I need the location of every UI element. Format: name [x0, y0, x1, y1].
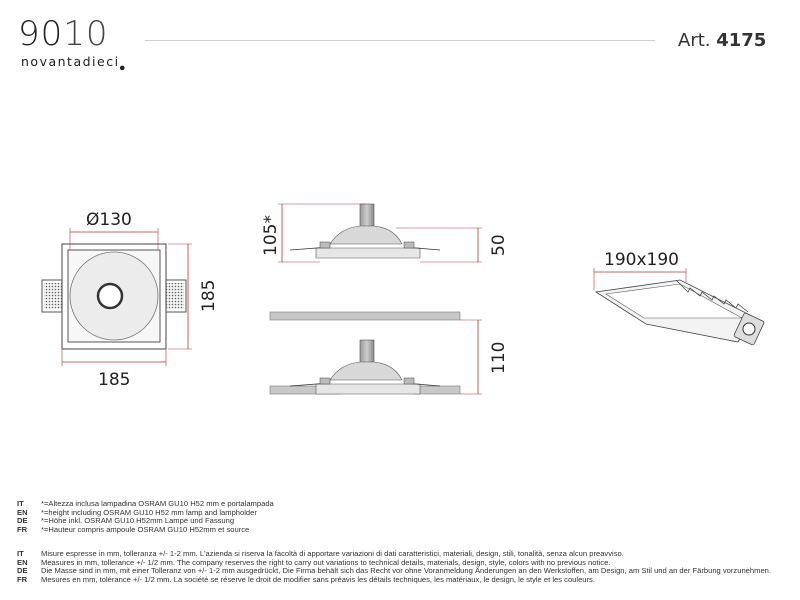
brand-logo-number: 9010	[18, 14, 109, 54]
ceiling-upper	[270, 312, 460, 320]
cutout-view	[594, 250, 764, 345]
note-row: DE Die Masse sind in mm, mit einer Tolleranz von +/- 1-2 mm ausgedrückt, Die Firma behält sich das Recht vor ohne Voranmeldung Änderungen an den Werkstoffen, am Design, am Stil und an der Färbung vorzunehmen.	[17, 566, 771, 575]
disclaimer-notes	[17, 550, 771, 584]
dim-top-width: 185	[98, 370, 131, 390]
side-view-top	[261, 204, 509, 262]
note-row: DE *=Höhe inkl. OSRAM GU10 H52mm Lampe und Fassung	[17, 516, 235, 525]
note-row: FR *=Hauteur compris ampoule OSRAM GU10 H52mm et source	[17, 524, 250, 534]
note-row: IT Misure espresse in mm, tolleranza +/- 1-2 mm. L'azienda si riserva la facoltà di apportare variazioni di dati caratteristici, materiali, design, stili, tonalità, senza alcun preavviso.	[17, 549, 624, 558]
side-view-installed	[270, 312, 509, 394]
article-number: Art. 4175	[678, 30, 767, 51]
lamp-notes	[17, 500, 274, 534]
dim-diameter: Ø130	[86, 210, 132, 230]
vent-grille-left	[44, 283, 62, 309]
dim-recess-height: 110	[489, 341, 509, 374]
vent-grille-right	[166, 283, 184, 309]
dim-body-height: 50	[489, 234, 509, 256]
dim-cutout: 190x190	[604, 250, 679, 270]
note-row: IT *=Altezza inclusa lampadina OSRAM GU10 H52 mm e portalampada	[17, 499, 274, 508]
note-row: EN Measures in mm, tollerance +/- 1/2 mm. The company reserves the right to carry out variations to technical details, materials, design, style, colors with no previous notice.	[17, 557, 611, 567]
note-row: FR Mesures en mm, tolérance +/- 1/2 mm. La société se réserve le droit de modifier sans préavis les détails techniques, les matériaux, le design, le style et les couleurs.	[17, 574, 595, 584]
note-row: EN *=height including OSRAM GU10 H52 mm lamp and lampholder	[17, 507, 257, 517]
lamp-opening	[98, 284, 122, 308]
dim-side-height: 185	[199, 279, 219, 312]
brand-logo-name: novantadieci$_●$	[21, 54, 127, 72]
ceiling-right	[414, 386, 460, 394]
front-view	[42, 210, 219, 390]
dim-height-with-lamp: 105*	[261, 215, 281, 256]
